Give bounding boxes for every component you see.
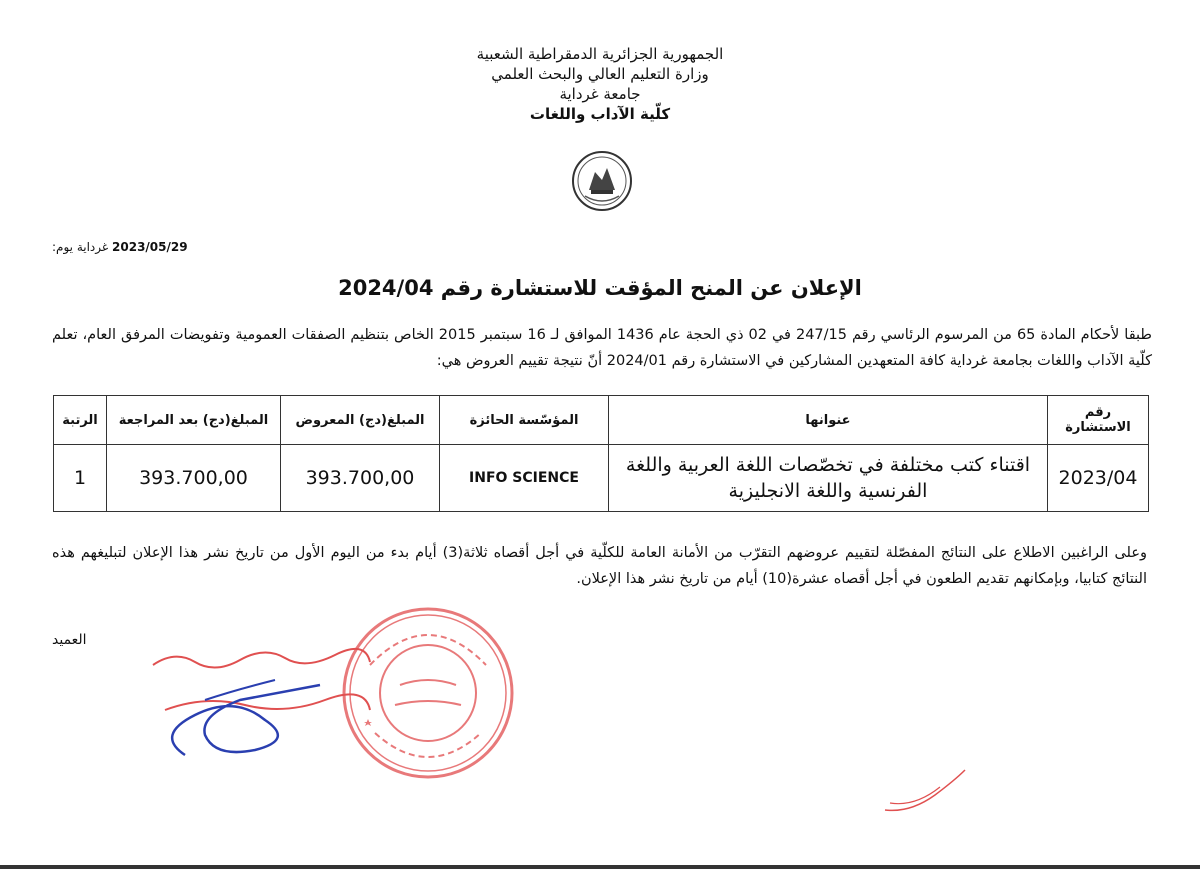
faculty-name: كلّية الآداب واللغات — [529, 105, 671, 123]
col-consultation-number: رقم الاستشارة — [1048, 396, 1149, 445]
table-header-row — [54, 396, 1149, 445]
cell-amount-offered: 393.700,00 — [281, 445, 440, 512]
cell-amount-reviewed: 393.700,00 — [107, 445, 281, 512]
col-institution: المؤسّسة الحائزة — [440, 396, 609, 445]
document-date — [52, 240, 188, 254]
date-label: غرداية يوم: — [52, 240, 109, 254]
date-value: 2023/05/29 — [112, 240, 188, 254]
cell-institution: INFO SCIENCE — [440, 445, 609, 512]
closing-paragraph: وعلى الراغبين الاطلاع على النتائج المفصّلة لتقييم عروضهم التقرّب من الأمانة العامة للكلّية في أجل أقصاه ثلاثة(3) أيام بدء من اليوم الأول من تاريخ نشر هذا الإعلان لتبليغهم هذه النتائج كتابيا، وبإمكانهم تقديم الطعون في أجل أقصاه عشرة(10) أيام من تاريخ نشر هذا الإعلان. — [52, 545, 1147, 587]
paraph-initial-icon — [880, 765, 970, 820]
results-table — [53, 395, 1149, 512]
col-title: عنوانها — [609, 396, 1048, 445]
col-amount-reviewed: المبلغ(دج) بعد المراجعة — [107, 396, 281, 445]
cell-consultation-number: 2023/04 — [1048, 445, 1149, 512]
table-row — [54, 445, 1149, 512]
intro-paragraph: طبقا لأحكام المادة 65 من المرسوم الرئاسي رقم 247/15 في 02 ذي الحجة عام 1436 الموافق لـ 16 سبتمبر 2015 الخاص بتنظيم الصفقات العمومية وتفويضات المرفق العام، تعلم كلّية الآداب واللغات بجامعة غرداية كافة المتعهدين المشاركين في الاستشارة رقم 2024/01 أنّ نتيجة تقييم العروض هي: — [52, 327, 1152, 369]
col-amount-offered: المبلغ(دج) المعروض — [281, 396, 440, 445]
handwritten-signature-icon — [145, 640, 375, 760]
ministry-name: وزارة التعليم العالي والبحث العلمي — [491, 65, 709, 83]
document-header — [400, 44, 800, 124]
republic-name: الجمهورية الجزائرية الدمقراطية الشعبية — [476, 45, 724, 63]
university-name: جامعة غرداية — [559, 85, 641, 103]
cell-title: اقتناء كتب مختلفة في تخصّصات اللغة العربية واللغة الفرنسية واللغة الانجليزية — [609, 445, 1048, 512]
document-title: الإعلان عن المنح المؤقت للاستشارة رقم 2024/04 — [338, 276, 862, 300]
col-rank: الرتبة — [54, 396, 107, 445]
university-logo-icon — [571, 150, 633, 212]
dean-label: العميد — [52, 632, 87, 648]
cell-rank: 1 — [54, 445, 107, 512]
scan-edge-divider — [0, 865, 1200, 869]
